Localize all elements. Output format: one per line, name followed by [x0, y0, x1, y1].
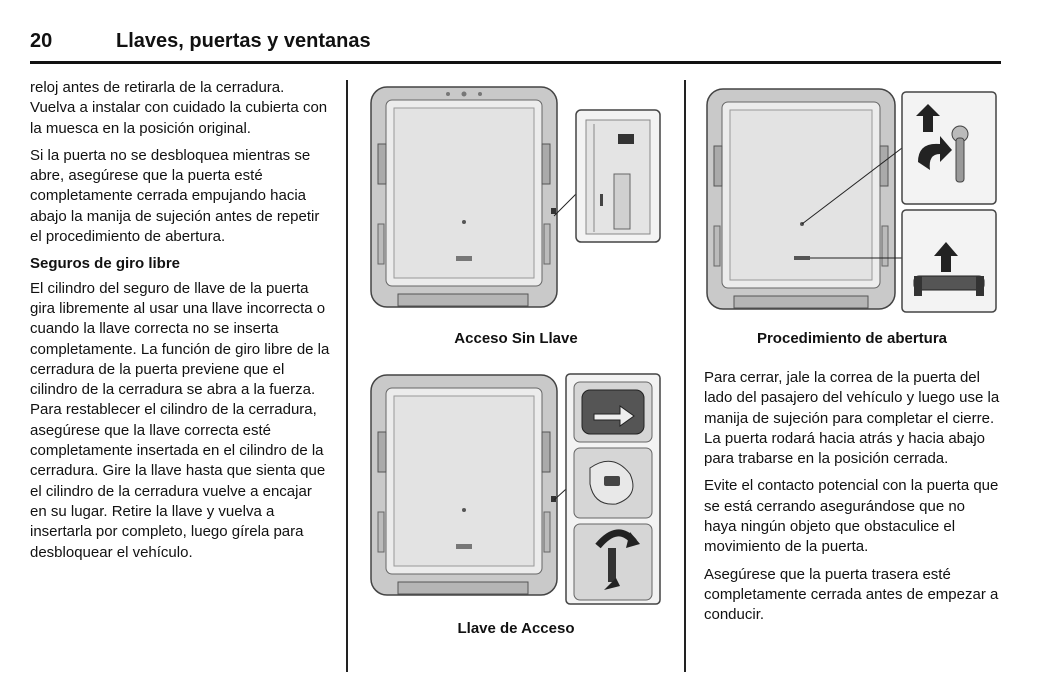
- paragraph: Evite el contacto potencial con la puerta que se está cerrando asegurándose que no haya ningún objeto que obstaculice el movimiento de la puerta.: [704, 477, 999, 556]
- paragraph: Para cerrar, jale la correa de la puerta del lado del pasajero del vehículo y luego use la manija de sujeción para completar el cierre. La puerta rodará hacia atrás y hacia abajo para trabarse en la posición cerrada.: [704, 369, 1000, 468]
- right-column-text: [704, 368, 1000, 633]
- column-divider-2: [684, 80, 686, 672]
- handle-inset: [902, 210, 996, 312]
- section-heading: Seguros de giro libre: [30, 255, 181, 273]
- liftgate-illustration: [371, 87, 557, 307]
- keypad-detail-inset: [576, 110, 660, 242]
- release-strap-inset: [902, 92, 996, 204]
- column-divider-1: [346, 80, 348, 672]
- paragraph: Asegúrese que la puerta trasera esté completamente cerrada antes de empezar a conducir.: [704, 565, 999, 624]
- chapter-title: Llaves, puertas y ventanas: [116, 30, 371, 52]
- page-header: [30, 30, 1000, 62]
- header-rule: [30, 61, 1001, 64]
- liftgate-illustration: [371, 375, 557, 595]
- paragraph: El cilindro del seguro de llave de la puerta gira libremente al usar una llave incorrecta o cuando la llave correcta no se inserta completamente. La función de giro libre de la cerradura de la puerta previene que el cilindro de la cerradura se abra a la fuerza. Para restablecer el cilindro de la cerradura, asegúrese que la llave correcta esté completamente insertada en el cilindro de la cerradura. Gire la llave hasta que sienta que el cilindro de la cerradura vuelve a encajar en su lugar. Retire la llave y vuelva a insertarla por completo, luego gírela para desbloquear el vehículo.: [30, 279, 330, 561]
- figure-key-access: [368, 372, 664, 608]
- figure-keyless-access: [368, 84, 664, 320]
- page-number: 20: [30, 30, 53, 52]
- left-column: [30, 78, 330, 570]
- paragraph: Si la puerta no se desbloquea mientras se abre, asegúrese que la puerta esté completamente cerrada empujando hacia abajo la manija de sujeción antes de repetir el procedimiento de abertura.: [30, 146, 320, 246]
- key-cylinder-inset: [566, 374, 660, 604]
- figure-opening-procedure: [704, 86, 1000, 318]
- figure-caption: Acceso Sin Llave: [454, 330, 578, 347]
- paragraph: reloj antes de retirarla de la cerradura. Vuelva a instalar con cuidado la cubierta con la muesca en la posición original.: [30, 79, 328, 137]
- figure-caption: Llave de Acceso: [457, 620, 575, 637]
- liftgate-illustration: [707, 89, 895, 309]
- figure-caption: Procedimiento de abertura: [756, 330, 948, 347]
